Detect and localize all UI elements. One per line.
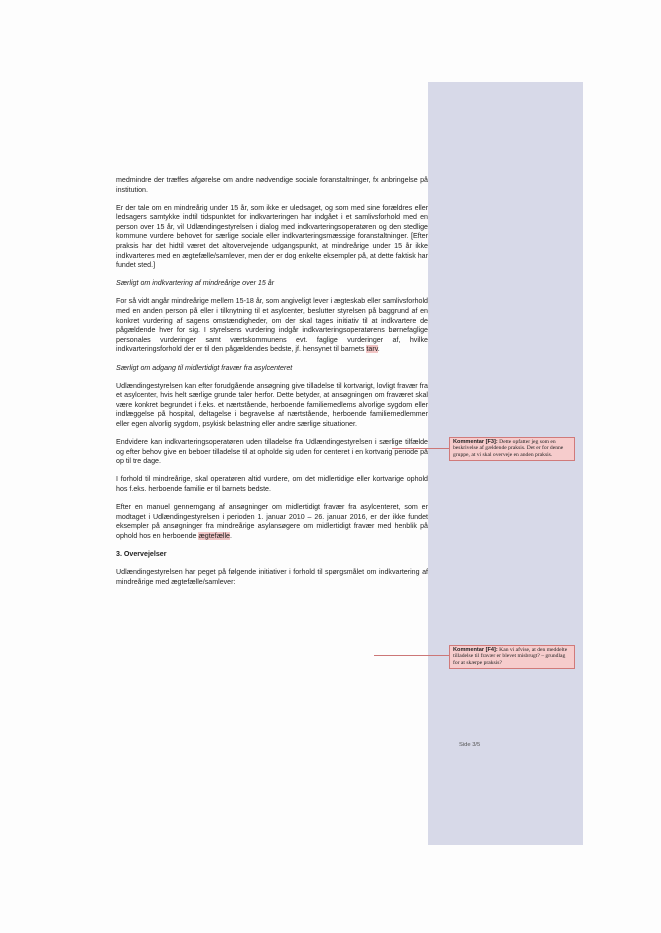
paragraph-text: medmindre der træffes afgørelse om andre nødvendige sociale foranstaltninger, fx anbringelse på institution. [116, 176, 428, 194]
paragraph-text: Endvidere kan indkvarteringsoperatøren uden tilladelse fra Udlændingestyrelsen i særlige tilfælde og efter behov give en beboer tilladelse til at opholde sig uden for centeret i en kortvarig periode på op til tre dage. [116, 438, 428, 466]
paragraph [116, 568, 428, 587]
paragraph [116, 503, 428, 541]
comment-connector-line [392, 448, 449, 449]
paragraph [116, 297, 428, 355]
paragraph-text: Udlændingestyrelsen kan efter forudgående ansøgning give tilladelse til kortvarigt, lovligt fravær fra et asylcenter, hvis helt særlige grunde taler herfor. Dette betyder, at ansøgningen om fraværet skal være konkret begrundet i f.eks. et nærtstående, herboende familiemedlems alvorlige sygdom eller indlæggelse på hospital, deltagelse i begravelse af nærtstående, herboende familiemedlemmer eller egen alvorlig sygdom, psykisk belastning eller andre særlige situationer. [116, 381, 428, 428]
paragraph [116, 438, 428, 467]
comment-balloon-f4[interactable] [449, 645, 575, 669]
comment-text: Dette opfatter jeg som en beskrivelse af gældende praksis. Det er for denne gruppe, at vi skal overveje en anden praksis. [453, 439, 564, 458]
document-body [116, 176, 428, 596]
paragraph-tail: . [377, 345, 380, 354]
subheading-text: Særligt om adgang til midlertidigt fravær fra asylcenteret [116, 363, 293, 372]
page-number: Side 3/5 [459, 742, 481, 748]
paragraph-text: Er der tale om en mindreårig under 15 år, som ikke er uledsaget, og som med sine forældres eller ledsagers samtykke indtil tidspunktet for indkvarteringen har indgået i et samlivsforhold med en person over 15 år, vil Udlændingestyrelsen i dialog med indkvarteringsoperatøren og den stedlige kommune vurdere behovet for særlige sociale eller indkvarteringsmæssige foranstaltninger. [Efter praksis har det hidtil været det altovervejende udgangspunkt, at mindreårige under 15 år ikke indkvarteres med en ægtefælle/samlever, men der er dog enkelte eksempler på, at dette faktisk har fundet sted.] [116, 203, 428, 270]
comment-balloon-f3[interactable] [449, 437, 575, 461]
comment-label: Kommentar [F4]: [453, 647, 498, 653]
paragraph-text: Udlændingestyrelsen har peget på følgende initiativer i forhold til spørgsmålet om indkvartering af mindreårige med ægtefælle/samlever: [116, 568, 428, 586]
paragraph [116, 176, 428, 195]
section-heading [116, 550, 428, 560]
paragraph-text: I forhold til mindreårige, skal operatøren altid vurdere, om det midlertidige eller kortvarige ophold hos f.eks. herboende familie er til barnets bedste. [116, 475, 428, 493]
paragraph-tail: . [230, 531, 232, 540]
section-subheading [116, 279, 428, 289]
highlighted-word[interactable]: ægtefælle [198, 531, 230, 540]
paragraph-text: For så vidt angår mindreårige mellem 15-18 år, som angiveligt lever i ægteskab eller samlivsforhold med en anden person på eller i tilknytning til et asylcenter, beslutter styrelsen på baggrund af en konkret vurdering af sagens omstændigheder, om der skal tages initiativ til at indkvartere de pågældende hver for sig. I styrelsens vurdering indgår indkvarteringsoperatørens børnefaglige personales vurderinger samt værtskommunens evt. faglige vurderinger af, hvilke indkvarteringsforhold der er til den pågældendes bedste, jf. hensynet til barnets [116, 297, 428, 354]
paragraph-text: Efter en manuel gennemgang af ansøgninger om midlertidigt fravær fra asylcenteret, som er modtaget i Udlændingestyrelsen i perioden 1. januar 2010 – 26. januar 2016, er der ikke fundet eksempler på ansøgninger fra mindreårige asylansøgere om midlertidigt fravær med henblik på ophold hos en herboende [116, 503, 428, 540]
paragraph [116, 382, 428, 430]
highlighted-word[interactable]: tarv [366, 345, 378, 354]
subheading-text: Særligt om indkvartering af mindreårige over 15 år [116, 279, 275, 288]
comment-text: Kan vi afvise, at den meddelte tilladelse til fravær er blevet misbrugt? – grundlag for at skærpe praksis? [453, 647, 568, 666]
section-subheading [116, 364, 428, 374]
comment-connector-line [374, 655, 449, 656]
heading-text: 3. Overvejelser [116, 549, 167, 558]
comment-label: Kommentar [F3]: [453, 439, 498, 445]
paragraph [116, 475, 428, 494]
paragraph [116, 204, 428, 271]
comment-margin-panel [428, 82, 583, 845]
